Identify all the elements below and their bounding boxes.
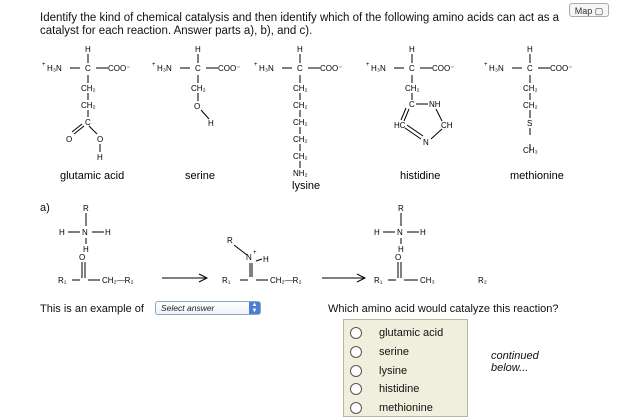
his-n: N [423, 138, 429, 147]
ser-h2: H [208, 119, 214, 128]
lys-ch2-1: CH₂ [293, 84, 308, 93]
glu-ch2-2: CH₂ [81, 101, 96, 110]
rxn-amine-h2: H [105, 228, 111, 237]
option-label: lysine [379, 365, 408, 377]
rxn-prod-n: N [397, 228, 403, 237]
radio-icon[interactable] [350, 346, 362, 358]
option-glutamic-acid[interactable] [350, 325, 465, 343]
glu-o2: O [97, 135, 104, 144]
glu-ch2-1: CH₂ [81, 84, 96, 93]
glu-plus: + [42, 62, 46, 68]
ser-o: O [194, 102, 201, 111]
ser-coo: COO⁻ [218, 64, 241, 73]
radio-icon[interactable] [350, 402, 362, 414]
glu-h2: H [97, 153, 103, 162]
rxn-prod-h1: H [374, 228, 380, 237]
glu-c2: C [85, 118, 91, 127]
amino-acid-options [343, 319, 468, 417]
part-a-label: a) [40, 202, 50, 214]
rxn-int-h: H [263, 255, 269, 264]
option-lysine[interactable] [350, 363, 465, 381]
rxn-prod-r: R [398, 204, 404, 213]
his-hc: HC [394, 121, 406, 130]
ser-h3n: H₃N [157, 64, 172, 73]
rxn-ketone-ch2r2: CH₂—R₂ [102, 276, 134, 285]
radio-icon[interactable] [350, 365, 362, 377]
ser-c: C [195, 64, 201, 73]
rxn-amine-h1: H [59, 228, 65, 237]
met-ch3: CH₃ [523, 146, 538, 155]
met-ch2-2: CH₂ [523, 101, 538, 110]
option-label: histidine [379, 383, 420, 395]
glu-c: C [85, 64, 91, 73]
glu-o1: O [66, 135, 73, 144]
rxn-ketone-r1: R₁ [58, 276, 67, 285]
rxn-prod-o: O [395, 253, 402, 262]
amino-acid-label-histidine: histidine [400, 170, 441, 182]
his-c2: C [409, 100, 415, 109]
option-label: glutamic acid [379, 327, 444, 339]
met-c: C [527, 64, 533, 73]
his-ch: CH [441, 121, 453, 130]
met-ch2-1: CH₂ [523, 84, 538, 93]
lys-coo: COO⁻ [320, 64, 343, 73]
his-ch2: CH₂ [405, 84, 420, 93]
met-s: S [527, 119, 533, 128]
ser-h: H [195, 45, 201, 54]
his-h3n: H₃N [371, 64, 386, 73]
lys-c: C [297, 64, 303, 73]
lys-ch2-4: CH₂ [293, 135, 308, 144]
his-plus: + [366, 62, 370, 68]
rxn-int-ch2r2: CH₂—R₂ [270, 276, 302, 285]
glu-h3n: H₃N [47, 64, 62, 73]
lys-ch2-2: CH₂ [293, 101, 308, 110]
lys-ch2-3: CH₂ [293, 118, 308, 127]
lys-h3n: H₃N [259, 64, 274, 73]
glu-coo: COO⁻ [108, 64, 131, 73]
rxn-ketone-o: O [79, 253, 86, 262]
amino-acid-label-glutamic: glutamic acid [60, 170, 125, 182]
option-label: serine [379, 346, 409, 358]
rxn-prod-r1: R₁ [374, 276, 383, 285]
met-coo: COO⁻ [550, 64, 573, 73]
amino-acid-label-serine: serine [185, 170, 215, 182]
option-methionine[interactable] [350, 400, 465, 418]
example-label: This is an example of [40, 303, 144, 315]
lys-ch2-5: CH₂ [293, 152, 308, 161]
lys-nh2: NH₂ [293, 169, 308, 178]
rxn-amine-n: N [82, 228, 88, 237]
his-c: C [409, 64, 415, 73]
glu-h: H [85, 45, 91, 54]
rxn-int-r1: R₁ [222, 276, 231, 285]
amino-acid-label-methionine: methionine [510, 170, 564, 182]
radio-icon[interactable] [350, 383, 362, 395]
map-label: Map [574, 6, 593, 16]
rxn-amine-r: R [83, 204, 89, 213]
lys-h: H [297, 45, 303, 54]
rxn-prod-h2: H [420, 228, 426, 237]
rxn-int-plus: + [253, 250, 257, 256]
met-plus: + [484, 62, 488, 68]
select-updown-icon: ▲ ▼ [249, 302, 260, 314]
option-serine[interactable] [350, 344, 465, 362]
amino-acid-label-lysine: lysine [292, 180, 321, 192]
rxn-amine-h3: H [83, 245, 89, 254]
rxn-int-r: R [227, 236, 233, 245]
ser-plus: + [152, 62, 156, 68]
rxn-int-n: N [246, 253, 252, 262]
option-histidine[interactable] [350, 381, 465, 399]
ser-ch2: CH₂ [191, 84, 206, 93]
rxn-prod-ch3: CH₃ [420, 276, 435, 285]
select-value: Select answer [161, 303, 215, 313]
his-h: H [409, 45, 415, 54]
map-icon: ▢ [594, 6, 604, 16]
option-label: methionine [379, 402, 433, 414]
rxn-prod-r2: R₂ [478, 276, 487, 285]
which-amino-acid-label: Which amino acid would catalyze this reaction? [328, 303, 559, 315]
rxn-prod-h3: H [398, 245, 404, 254]
his-coo: COO⁻ [432, 64, 455, 73]
his-nh: NH [429, 100, 441, 109]
radio-icon[interactable] [350, 327, 362, 339]
met-h3n: H₃N [489, 64, 504, 73]
met-h: H [527, 45, 533, 54]
continued-note: continued below... [491, 350, 539, 374]
lys-plus: + [254, 62, 258, 68]
question-text: Identify the kind of chemical catalysis and then identify which of the following amino acids can act as a catalyst for each reaction. Answer parts a), b), and c). [40, 12, 560, 37]
catalysis-type-select[interactable] [155, 301, 261, 315]
